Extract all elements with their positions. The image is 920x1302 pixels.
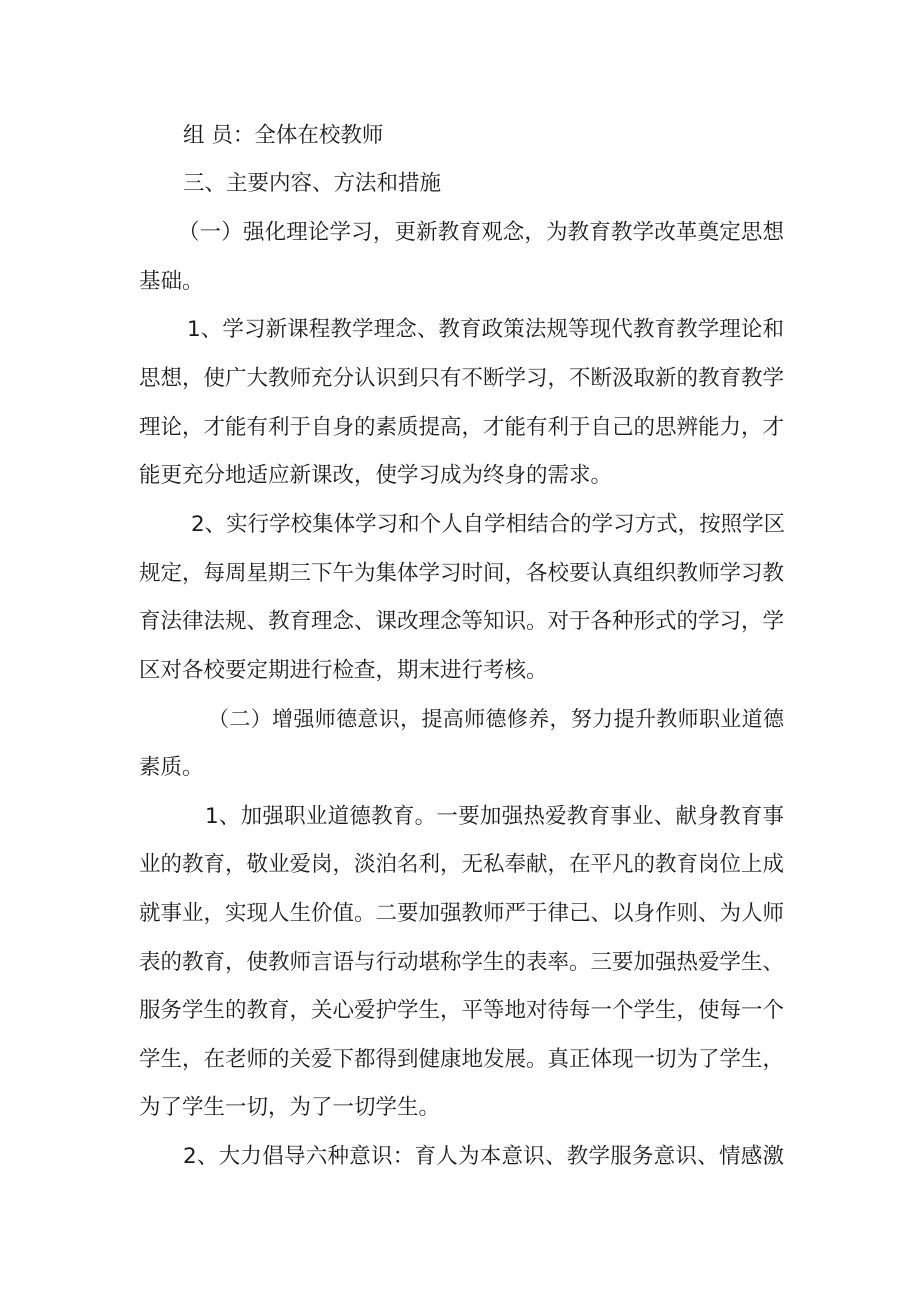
paragraph-line: 业的教育，敬业爱岗，淡泊名利，无私奉献，在平凡的教育岗位上成 (139, 852, 785, 877)
paragraph-line: 1、学习新课程教学理念、教育政策法规等现代教育教学理论和 (187, 317, 784, 342)
paragraph-line: 2、实行学校集体学习和个人自学相结合的学习方式，按照学区 (191, 512, 786, 537)
part2-heading-line: （二）增强师德意识，提高师德修养，努力提升教师职业道德 (208, 707, 784, 731)
members-line: 组 员：全体在校教师 (183, 123, 384, 148)
paragraph-line: 服务学生的教育，关心爱护学生，平等地对待每一个学生，使每一个 (139, 998, 785, 1023)
paragraph-line: 学生，在老师的关爱下都得到健康地发展。真正体现一切为了学生， (139, 1047, 785, 1072)
paragraph-line: 理论，才能有利于自身的素质提高，才能有利于自己的思辨能力，才 (139, 415, 785, 440)
part1-heading-line: 基础。 (139, 269, 204, 294)
paragraph-line: 能更充分地适应新课改，使学习成为终身的需求。 (139, 463, 613, 488)
paragraph-line: 表的教育，使教师言语与行动堪称学生的表率。三要加强热爱学生、 (139, 950, 785, 975)
paragraph-line: 规定，每周星期三下午为集体学习时间，各校要认真组织教师学习教 (139, 561, 785, 586)
paragraph-line: 就事业，实现人生价值。二要加强教师严于律己、以身作则、为人师 (139, 901, 785, 926)
paragraph-line: 为了学生一切，为了一切学生。 (139, 1095, 441, 1120)
paragraph-line: 2、大力倡导六种意识：育人为本意识、教学服务意识、情感激 (183, 1144, 784, 1169)
section-heading: 三、主要内容、方法和措施 (183, 171, 442, 196)
paragraph-line: 区对各校要定期进行检查，期末进行考核。 (139, 658, 548, 683)
paragraph-line: 思想，使广大教师充分认识到只有不断学习，不断汲取新的教育教学 (139, 366, 785, 391)
paragraph-line: 育法律法规、教育理念、课改理念等知识。对于各种形式的学习，学 (139, 609, 785, 634)
paragraph-line: 1、加强职业道德教育。一要加强热爱教育事业、献身教育事 (205, 804, 784, 829)
part2-heading-line: 素质。 (139, 755, 204, 780)
part1-heading-line: （一）强化理论学习，更新教育观念，为教育教学改革奠定思想 (178, 220, 784, 245)
